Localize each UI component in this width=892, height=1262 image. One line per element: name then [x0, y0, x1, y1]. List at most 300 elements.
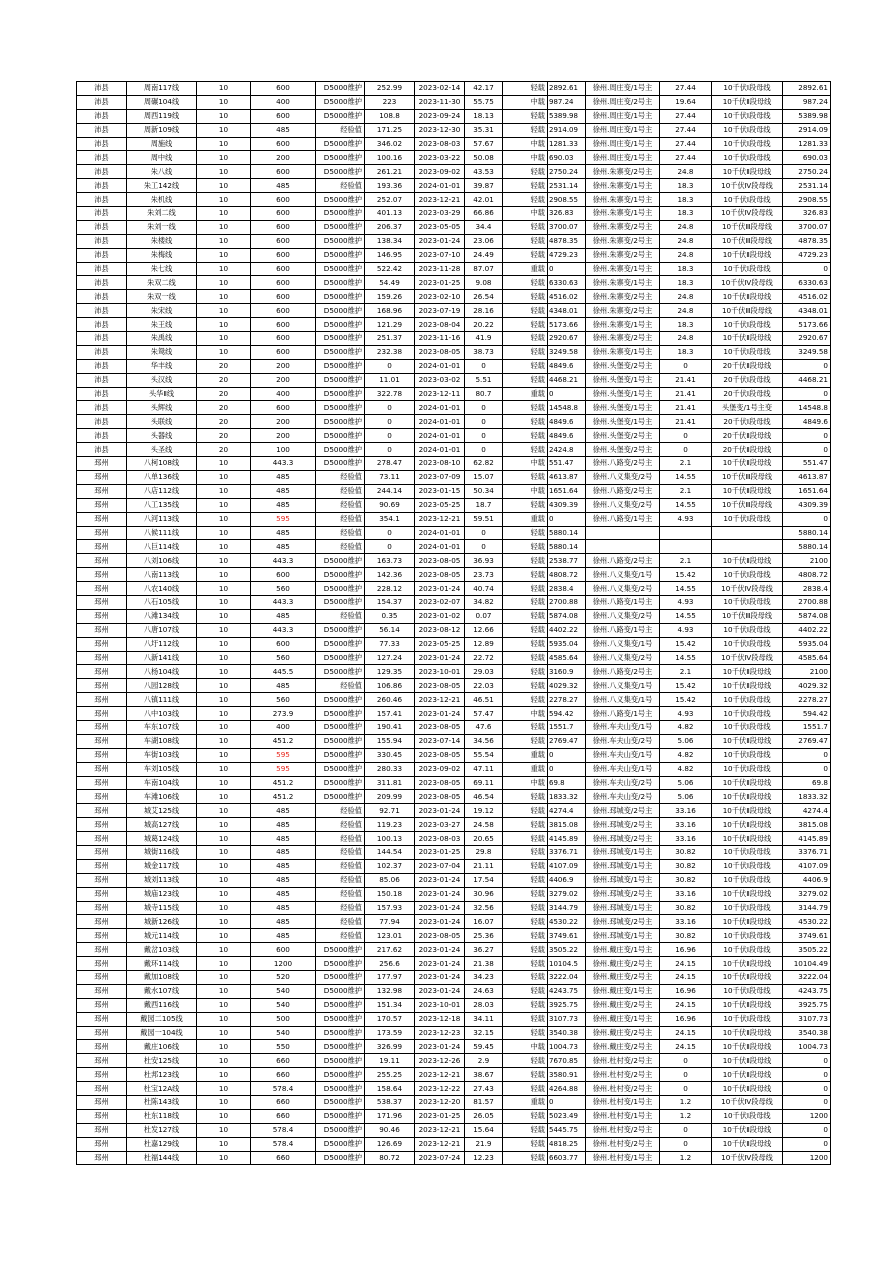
cell-source: 经验值	[316, 609, 365, 623]
cell-line-name: 头辉线	[127, 401, 197, 415]
cell-peak-date: 2024-01-01	[415, 540, 465, 554]
cell-source: 经验值	[316, 929, 365, 943]
cell-substation: 徐州.八路变/1号主	[586, 707, 660, 721]
table-row	[77, 832, 831, 846]
cell-substation: 徐州.朱寨变/2号主	[586, 165, 660, 179]
cell-line-name: 戴西116线	[127, 998, 197, 1012]
cell-transformer-load: 19.64	[660, 95, 712, 109]
cell-substation: 徐州.杜村变/1号主	[586, 1096, 660, 1110]
cell-available-capacity: 4402.22	[548, 623, 586, 637]
cell-transformer-load: 24.15	[660, 998, 712, 1012]
cell-busbar: 10千伏Ⅰ段母线	[712, 193, 783, 207]
cell-capacity: 443.3	[251, 623, 316, 637]
cell-source: 经验值	[316, 873, 365, 887]
cell-voltage: 10	[197, 943, 251, 957]
cell-substation: 徐州.戴庄变/1号主	[586, 984, 660, 998]
cell-source: 经验值	[316, 498, 365, 512]
cell-remaining-capacity: 4729.23	[783, 248, 831, 262]
cell-busbar: 20千伏Ⅱ段母线	[712, 443, 783, 457]
cell-line-name: 周施线	[127, 137, 197, 151]
cell-peak-date: 2023-01-24	[415, 984, 465, 998]
cell-capacity: 578.4	[251, 1082, 316, 1096]
cell-transformer-load: 4.93	[660, 595, 712, 609]
cell-capacity: 200	[251, 415, 316, 429]
cell-remaining-capacity: 0	[783, 1137, 831, 1151]
cell-peak-date: 2023-08-05	[415, 679, 465, 693]
cell-remaining-capacity: 2769.47	[783, 734, 831, 748]
table-row	[77, 734, 831, 748]
cell-load-rate: 32.15	[465, 1026, 503, 1040]
cell-peak-date: 2023-09-24	[415, 109, 465, 123]
cell-source: D5000维护	[316, 971, 365, 985]
cell-substation: 徐州.邳城变/2号主	[586, 804, 660, 818]
cell-current-load: 73.11	[365, 470, 415, 484]
cell-peak-date: 2023-05-05	[415, 220, 465, 234]
cell-current-load: 146.95	[365, 248, 415, 262]
cell-remaining-capacity: 5874.08	[783, 609, 831, 623]
cell-county: 邳州	[77, 971, 127, 985]
cell-transformer-load: 33.16	[660, 887, 712, 901]
cell-remaining-capacity: 4808.72	[783, 568, 831, 582]
cell-current-load: 85.06	[365, 873, 415, 887]
cell-substation: 徐州.朱寨变/2号主	[586, 220, 660, 234]
cell-peak-date: 2023-01-24	[415, 804, 465, 818]
cell-voltage: 10	[197, 845, 251, 859]
cell-capacity: 600	[251, 248, 316, 262]
cell-source: D5000维护	[316, 1068, 365, 1082]
cell-capacity: 600	[251, 318, 316, 332]
cell-substation: 徐州.车夫山变/1号	[586, 762, 660, 776]
cell-load-rate: 34.56	[465, 734, 503, 748]
data-table	[76, 81, 831, 1165]
cell-available-capacity: 4406.9	[548, 873, 586, 887]
cell-county: 邳州	[77, 873, 127, 887]
cell-remaining-capacity: 1551.7	[783, 720, 831, 734]
cell-transformer-load: 33.16	[660, 804, 712, 818]
cell-peak-date: 2023-01-25	[415, 845, 465, 859]
cell-transformer-load: 24.15	[660, 1026, 712, 1040]
cell-line-name: 城高127线	[127, 818, 197, 832]
cell-remaining-capacity: 0	[783, 359, 831, 373]
cell-county: 沛县	[77, 123, 127, 137]
table-row	[77, 193, 831, 207]
cell-peak-date: 2023-12-20	[415, 1096, 465, 1110]
cell-load-status: 轻载	[503, 609, 548, 623]
cell-peak-date: 2023-01-24	[415, 707, 465, 721]
cell-source: D5000维护	[316, 207, 365, 221]
cell-capacity: 578.4	[251, 1123, 316, 1137]
cell-line-name: 城街116线	[127, 845, 197, 859]
cell-capacity: 600	[251, 220, 316, 234]
cell-transformer-load: 0	[660, 443, 712, 457]
cell-remaining-capacity: 3540.38	[783, 1026, 831, 1040]
cell-county: 邳州	[77, 1054, 127, 1068]
cell-line-name: 朱楼线	[127, 234, 197, 248]
cell-busbar: 10千伏Ⅰ段母线	[712, 637, 783, 651]
cell-substation: 徐州.杜村变/1号主	[586, 1109, 660, 1123]
cell-busbar: 10千伏Ⅱ段母线	[712, 1123, 783, 1137]
cell-load-status: 轻载	[503, 832, 548, 846]
cell-substation: 徐州.朱寨变/2号主	[586, 332, 660, 346]
cell-load-rate: 39.87	[465, 179, 503, 193]
cell-transformer-load: 18.3	[660, 207, 712, 221]
cell-peak-date: 2023-01-24	[415, 873, 465, 887]
cell-voltage: 10	[197, 804, 251, 818]
cell-transformer-load: 18.3	[660, 276, 712, 290]
cell-county: 邳州	[77, 984, 127, 998]
table-row	[77, 776, 831, 790]
cell-transformer-load: 24.8	[660, 304, 712, 318]
table-row	[77, 887, 831, 901]
cell-source: D5000维护	[316, 568, 365, 582]
cell-source: 经验值	[316, 123, 365, 137]
cell-transformer-load: 27.44	[660, 123, 712, 137]
cell-source: D5000维护	[316, 109, 365, 123]
cell-county: 邳州	[77, 651, 127, 665]
cell-line-name: 朱刘二线	[127, 207, 197, 221]
cell-current-load: 538.37	[365, 1096, 415, 1110]
cell-capacity: 520	[251, 971, 316, 985]
cell-available-capacity: 4585.64	[548, 651, 586, 665]
cell-transformer-load: 16.96	[660, 1012, 712, 1026]
cell-current-load: 19.11	[365, 1054, 415, 1068]
cell-substation: 徐州.八义集变/1号	[586, 568, 660, 582]
cell-transformer-load: 33.16	[660, 832, 712, 846]
cell-line-name: 头汉线	[127, 373, 197, 387]
table-row	[77, 123, 831, 137]
cell-county: 邳州	[77, 1012, 127, 1026]
cell-load-status: 轻载	[503, 957, 548, 971]
cell-substation: 徐州.戴庄变/2号主	[586, 957, 660, 971]
cell-county: 邳州	[77, 1096, 127, 1110]
table-row	[77, 512, 831, 526]
cell-peak-date: 2023-07-19	[415, 304, 465, 318]
cell-peak-date: 2023-09-02	[415, 165, 465, 179]
cell-substation: 徐州.头堡变/1号主	[586, 401, 660, 415]
cell-load-status: 轻载	[503, 1082, 548, 1096]
cell-remaining-capacity: 0	[783, 443, 831, 457]
cell-county: 邳州	[77, 929, 127, 943]
cell-remaining-capacity: 3505.22	[783, 943, 831, 957]
cell-substation: 徐州.车夫山变/1号	[586, 720, 660, 734]
cell-load-status: 轻载	[503, 1026, 548, 1040]
cell-line-name: 八候111线	[127, 526, 197, 540]
cell-available-capacity: 5880.14	[548, 526, 586, 540]
cell-voltage: 10	[197, 707, 251, 721]
cell-transformer-load: 4.93	[660, 623, 712, 637]
cell-load-rate: 26.05	[465, 1109, 503, 1123]
cell-line-name: 八镇111线	[127, 693, 197, 707]
cell-load-status: 中载	[503, 776, 548, 790]
cell-county: 邳州	[77, 595, 127, 609]
cell-transformer-load: 18.3	[660, 179, 712, 193]
cell-current-load: 223	[365, 95, 415, 109]
cell-capacity: 445.5	[251, 665, 316, 679]
cell-load-status: 轻载	[503, 804, 548, 818]
cell-substation: 徐州.八路变/2号主	[586, 457, 660, 471]
cell-capacity: 485	[251, 859, 316, 873]
cell-load-status: 轻载	[503, 790, 548, 804]
cell-line-name: 朱工142线	[127, 179, 197, 193]
cell-capacity: 485	[251, 887, 316, 901]
cell-transformer-load: 5.06	[660, 790, 712, 804]
cell-available-capacity: 2700.88	[548, 595, 586, 609]
cell-capacity: 540	[251, 998, 316, 1012]
cell-source: 经验值	[316, 915, 365, 929]
cell-line-name: 城新126线	[127, 915, 197, 929]
cell-line-name: 戴环114线	[127, 957, 197, 971]
cell-county: 邳州	[77, 554, 127, 568]
cell-busbar: 10千伏Ⅰ段母线	[712, 929, 783, 943]
cell-current-load: 159.26	[365, 290, 415, 304]
table-row	[77, 1068, 831, 1082]
cell-capacity: 600	[251, 165, 316, 179]
cell-load-rate: 19.12	[465, 804, 503, 818]
cell-peak-date: 2023-12-21	[415, 1068, 465, 1082]
cell-load-status: 轻载	[503, 470, 548, 484]
cell-transformer-load: 24.8	[660, 220, 712, 234]
cell-current-load: 77.94	[365, 915, 415, 929]
cell-line-name: 头联线	[127, 415, 197, 429]
cell-load-status: 轻载	[503, 818, 548, 832]
cell-busbar: 10千伏Ⅳ段母线	[712, 1096, 783, 1110]
cell-available-capacity: 3540.38	[548, 1026, 586, 1040]
cell-source: 经验值	[316, 901, 365, 915]
cell-voltage: 10	[197, 915, 251, 929]
cell-peak-date: 2023-02-10	[415, 290, 465, 304]
table-row	[77, 984, 831, 998]
cell-source: D5000维护	[316, 943, 365, 957]
cell-county: 邳州	[77, 845, 127, 859]
cell-transformer-load: 27.44	[660, 82, 712, 96]
cell-county: 邳州	[77, 748, 127, 762]
cell-line-name: 车滩106线	[127, 790, 197, 804]
cell-voltage: 20	[197, 359, 251, 373]
cell-transformer-load: 0	[660, 1123, 712, 1137]
cell-capacity: 273.9	[251, 707, 316, 721]
cell-transformer-load: 27.44	[660, 151, 712, 165]
cell-current-load: 154.37	[365, 595, 415, 609]
cell-source: D5000维护	[316, 554, 365, 568]
cell-current-load: 157.41	[365, 707, 415, 721]
cell-load-status: 重载	[503, 762, 548, 776]
cell-capacity: 540	[251, 984, 316, 998]
cell-source: D5000维护	[316, 734, 365, 748]
cell-busbar: 10千伏Ⅳ段母线	[712, 207, 783, 221]
cell-load-status: 中载	[503, 207, 548, 221]
cell-substation: 徐州.邳城变/1号主	[586, 929, 660, 943]
cell-voltage: 10	[197, 1026, 251, 1040]
cell-line-name: 朱双二线	[127, 276, 197, 290]
cell-load-status: 轻载	[503, 401, 548, 415]
cell-peak-date: 2023-08-04	[415, 318, 465, 332]
cell-voltage: 10	[197, 276, 251, 290]
cell-capacity: 443.3	[251, 554, 316, 568]
cell-load-status: 轻载	[503, 304, 548, 318]
cell-available-capacity: 987.24	[548, 95, 586, 109]
table-row	[77, 1151, 831, 1165]
cell-busbar: 10千伏Ⅲ段母线	[712, 234, 783, 248]
cell-substation: 徐州.朱寨变/1号主	[586, 193, 660, 207]
cell-load-status: 中载	[503, 457, 548, 471]
cell-peak-date: 2023-12-30	[415, 123, 465, 137]
cell-peak-date: 2023-01-24	[415, 915, 465, 929]
cell-substation: 徐州.邳城变/1号主	[586, 901, 660, 915]
table-row	[77, 457, 831, 471]
cell-voltage: 10	[197, 1040, 251, 1054]
cell-peak-date: 2023-05-25	[415, 498, 465, 512]
cell-transformer-load: 0	[660, 1054, 712, 1068]
cell-county: 沛县	[77, 95, 127, 109]
cell-busbar: 10千伏Ⅰ段母线	[712, 693, 783, 707]
cell-county: 沛县	[77, 179, 127, 193]
cell-load-status: 重载	[503, 512, 548, 526]
cell-load-status: 中载	[503, 1040, 548, 1054]
cell-load-status: 重载	[503, 748, 548, 762]
cell-remaining-capacity: 2838.4	[783, 582, 831, 596]
cell-substation: 徐州.周庄变/1号主	[586, 82, 660, 96]
cell-county: 邳州	[77, 720, 127, 734]
cell-voltage: 10	[197, 109, 251, 123]
cell-load-status: 重载	[503, 262, 548, 276]
cell-remaining-capacity: 2100	[783, 554, 831, 568]
cell-available-capacity: 5880.14	[548, 540, 586, 554]
cell-transformer-load: 24.8	[660, 248, 712, 262]
cell-line-name: 朱禹线	[127, 332, 197, 346]
cell-capacity: 600	[251, 568, 316, 582]
cell-current-load: 0	[365, 359, 415, 373]
cell-line-name: 城元114线	[127, 929, 197, 943]
cell-load-rate: 38.73	[465, 345, 503, 359]
table-row	[77, 971, 831, 985]
cell-line-name: 八滩134线	[127, 609, 197, 623]
cell-remaining-capacity: 5880.14	[783, 526, 831, 540]
cell-busbar: 10千伏Ⅱ段母线	[712, 95, 783, 109]
cell-voltage: 10	[197, 1068, 251, 1082]
cell-substation: 徐州.邳城变/2号主	[586, 818, 660, 832]
cell-current-load: 0	[365, 415, 415, 429]
cell-capacity: 400	[251, 387, 316, 401]
cell-busbar: 10千伏Ⅰ段母线	[712, 762, 783, 776]
cell-county: 沛县	[77, 443, 127, 457]
cell-current-load: 244.14	[365, 484, 415, 498]
cell-current-load: 209.99	[365, 790, 415, 804]
cell-busbar: 10千伏Ⅱ段母线	[712, 665, 783, 679]
cell-voltage: 20	[197, 429, 251, 443]
cell-voltage: 20	[197, 443, 251, 457]
cell-remaining-capacity: 3815.08	[783, 818, 831, 832]
cell-line-name: 戴岔103线	[127, 943, 197, 957]
cell-available-capacity: 0	[548, 762, 586, 776]
cell-remaining-capacity: 3925.75	[783, 998, 831, 1012]
cell-source: D5000维护	[316, 359, 365, 373]
cell-substation: 徐州.八义集变/1号	[586, 637, 660, 651]
cell-substation: 徐州.邳城变/2号主	[586, 832, 660, 846]
cell-line-name: 城金117线	[127, 859, 197, 873]
cell-busbar: 10千伏Ⅰ段母线	[712, 109, 783, 123]
cell-remaining-capacity: 4878.35	[783, 234, 831, 248]
cell-substation: 徐州.头堡变/2号主	[586, 359, 660, 373]
cell-source: D5000维护	[316, 1026, 365, 1040]
cell-busbar: 10千伏Ⅰ段母线	[712, 151, 783, 165]
cell-current-load: 11.01	[365, 373, 415, 387]
cell-source: D5000维护	[316, 457, 365, 471]
cell-substation: 徐州.戴庄变/2号主	[586, 971, 660, 985]
cell-peak-date: 2024-01-01	[415, 443, 465, 457]
cell-remaining-capacity: 1200	[783, 1151, 831, 1165]
cell-county: 沛县	[77, 415, 127, 429]
cell-voltage: 10	[197, 207, 251, 221]
cell-capacity: 600	[251, 82, 316, 96]
cell-substation: 徐州.杜村变/2号主	[586, 1137, 660, 1151]
cell-county: 沛县	[77, 276, 127, 290]
cell-current-load: 108.8	[365, 109, 415, 123]
cell-transformer-load: 27.44	[660, 109, 712, 123]
table-row	[77, 804, 831, 818]
cell-available-capacity: 5445.75	[548, 1123, 586, 1137]
cell-transformer-load: 5.06	[660, 776, 712, 790]
cell-remaining-capacity: 0	[783, 1068, 831, 1082]
cell-load-status: 轻载	[503, 582, 548, 596]
cell-transformer-load	[660, 540, 712, 554]
cell-capacity: 660	[251, 1068, 316, 1082]
table-row	[77, 762, 831, 776]
cell-line-name: 城庙123线	[127, 887, 197, 901]
cell-transformer-load: 14.55	[660, 498, 712, 512]
cell-load-rate: 0	[465, 415, 503, 429]
cell-peak-date: 2023-12-11	[415, 387, 465, 401]
cell-source: D5000维护	[316, 151, 365, 165]
cell-load-status: 轻载	[503, 873, 548, 887]
cell-source: D5000维护	[316, 401, 365, 415]
cell-load-rate: 34.11	[465, 1012, 503, 1026]
cell-load-rate: 35.31	[465, 123, 503, 137]
cell-voltage: 10	[197, 873, 251, 887]
cell-current-load: 157.93	[365, 901, 415, 915]
cell-voltage: 10	[197, 720, 251, 734]
cell-transformer-load: 14.55	[660, 582, 712, 596]
cell-source: D5000维护	[316, 332, 365, 346]
cell-load-rate: 57.47	[465, 707, 503, 721]
cell-remaining-capacity: 2920.67	[783, 332, 831, 346]
cell-line-name: 戴加108线	[127, 971, 197, 985]
cell-busbar: 20千伏Ⅰ段母线	[712, 373, 783, 387]
cell-capacity: 485	[251, 484, 316, 498]
cell-line-name: 车湖108线	[127, 734, 197, 748]
cell-current-load: 126.69	[365, 1137, 415, 1151]
cell-available-capacity: 326.83	[548, 207, 586, 221]
cell-current-load: 193.36	[365, 179, 415, 193]
cell-available-capacity: 0	[548, 262, 586, 276]
cell-current-load: 228.12	[365, 582, 415, 596]
cell-busbar: 10千伏Ⅰ段母线	[712, 1012, 783, 1026]
cell-peak-date: 2023-08-12	[415, 623, 465, 637]
cell-peak-date: 2023-12-18	[415, 1012, 465, 1026]
cell-remaining-capacity: 0	[783, 262, 831, 276]
cell-source: 经验值	[316, 512, 365, 526]
cell-substation: 徐州.朱寨变/1号主	[586, 318, 660, 332]
cell-county: 邳州	[77, 623, 127, 637]
cell-load-status: 轻载	[503, 595, 548, 609]
cell-county: 邳州	[77, 887, 127, 901]
cell-source: D5000维护	[316, 1054, 365, 1068]
cell-current-load: 173.59	[365, 1026, 415, 1040]
cell-current-load: 251.37	[365, 332, 415, 346]
cell-current-load: 0	[365, 526, 415, 540]
cell-load-rate: 62.82	[465, 457, 503, 471]
cell-source: 经验值	[316, 818, 365, 832]
cell-load-status: 轻载	[503, 276, 548, 290]
